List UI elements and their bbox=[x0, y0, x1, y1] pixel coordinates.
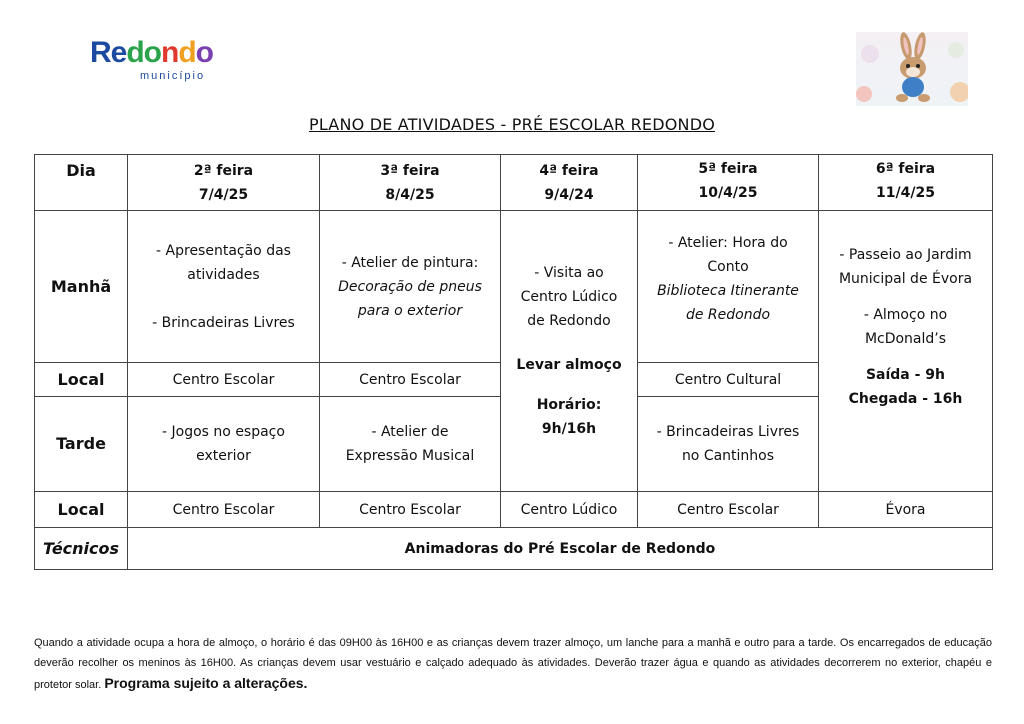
local-cell-1: Centro Escolar bbox=[128, 363, 320, 397]
local2-cell-5: Évora bbox=[819, 492, 993, 528]
tarde-cell-1: - Jogos no espaço exterior bbox=[128, 397, 320, 492]
tecnicos-value: Animadoras do Pré Escolar de Redondo bbox=[128, 528, 993, 570]
tecnicos-label: Técnicos bbox=[35, 528, 128, 570]
local2-label: Local bbox=[35, 492, 128, 528]
tarde-cell-2: - Atelier de Expressão Musical bbox=[320, 397, 501, 492]
day-header-5: 6ª feira 11/4/25 bbox=[819, 155, 993, 211]
easter-bunny-image bbox=[856, 32, 968, 106]
tecnicos-row bbox=[35, 528, 993, 570]
tarde-cell-4: - Brincadeiras Livres no Cantinhos bbox=[638, 397, 819, 492]
redondo-logo bbox=[90, 36, 230, 88]
logo-wordmark: Redondo bbox=[90, 36, 213, 69]
friday-merged-cell: - Passeio ao Jardim Municipal de Évora - Almoço no McDonald’s Saída - 9h Chegada - 16h bbox=[819, 211, 993, 492]
tarde-label: Tarde bbox=[35, 397, 128, 492]
day-header-4: 5ª feira 10/4/25 bbox=[638, 155, 819, 211]
footer-note bbox=[34, 633, 992, 695]
local-cell-4: Centro Cultural bbox=[638, 363, 819, 397]
manha-label: Manhã bbox=[35, 211, 128, 363]
local2-cell-2: Centro Escolar bbox=[320, 492, 501, 528]
day-header-3: 4ª feira 9/4/24 bbox=[501, 155, 638, 211]
dia-header: Dia bbox=[35, 155, 128, 211]
bunny-illustration bbox=[856, 32, 968, 106]
page-title: PLANO DE ATIVIDADES - PRÉ ESCOLAR REDONDO bbox=[308, 115, 716, 134]
local2-cell-4: Centro Escolar bbox=[638, 492, 819, 528]
table-header-row bbox=[35, 155, 993, 211]
footer-disclaimer: Programa sujeito a alterações. bbox=[104, 675, 308, 691]
local2-cell-1: Centro Escolar bbox=[128, 492, 320, 528]
wednesday-merged-cell: - Visita ao Centro Lúdico de Redondo Levar almoço Horário: 9h/16h bbox=[501, 211, 638, 492]
manha-cell-4: - Atelier: Hora do Conto Biblioteca Itinerante de Redondo bbox=[638, 211, 819, 363]
manha-cell-2: - Atelier de pintura: Decoração de pneus para o exterior bbox=[320, 211, 501, 363]
local-cell-2: Centro Escolar bbox=[320, 363, 501, 397]
manha-cell-1: - Apresentação das atividades - Brincadeiras Livres bbox=[128, 211, 320, 363]
day-header-1: 2ª feira 7/4/25 bbox=[128, 155, 320, 211]
manha-row bbox=[35, 211, 993, 363]
footer-text: Quando a atividade ocupa a hora de almoço, o horário é das 09H00 às 16H00 e as crianças devem trazer almoço, um lanche para a manhã e outro para a tarde. Os encarregados de educação deverão recolher os meninos às 16H00. As crianças devem usar vestuário e calçado adequado às atividades. Deverão trazer água e quando as atividades decorrerem no exterior, chapéu e protetor solar. bbox=[34, 637, 992, 691]
local2-cell-3: Centro Lúdico bbox=[501, 492, 638, 528]
logo-subtitle: município bbox=[140, 70, 206, 82]
local-label: Local bbox=[35, 363, 128, 397]
day-header-2: 3ª feira 8/4/25 bbox=[320, 155, 501, 211]
local2-row bbox=[35, 492, 993, 528]
activities-table bbox=[34, 154, 993, 570]
